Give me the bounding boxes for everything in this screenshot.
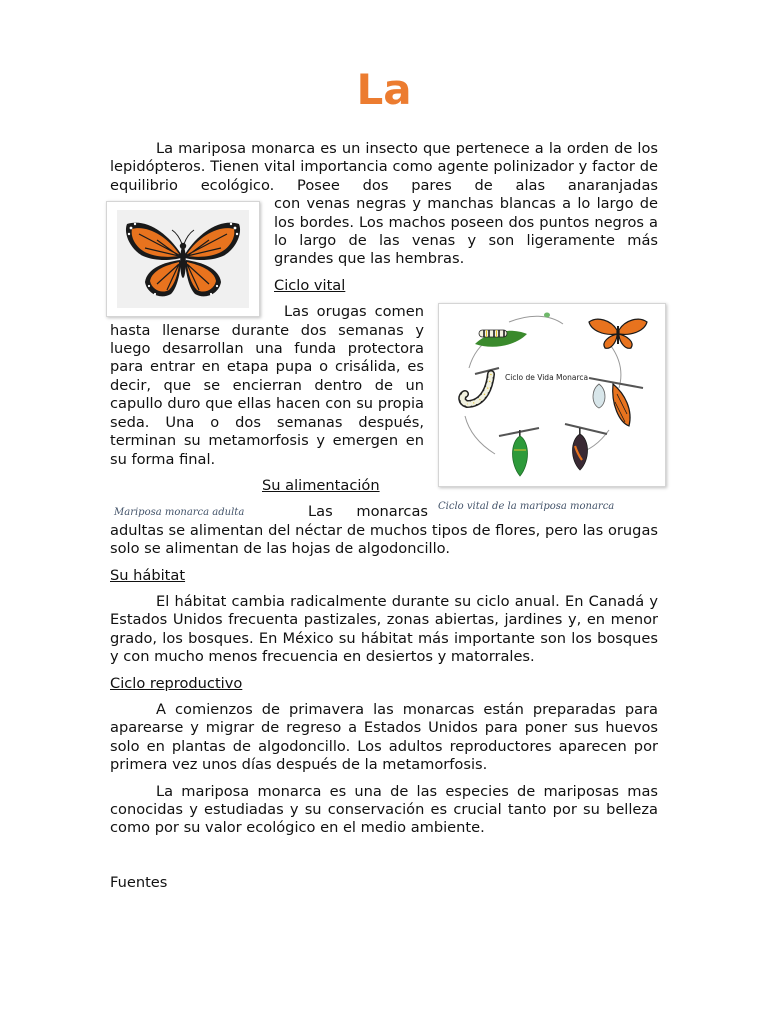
ciclo-vital-text: Las orugas comen hasta llenarse durante dos semanas y luego desarrollan una funda protectora para entrar en etapa pupa o crisálida, es decir, que se encierran dentro de un capullo duro que ellas hacen con su propia seda. Una o dos semanas después, terminan su metamorfosis y emergen en su forma final. — [110, 303, 424, 468]
closing-paragraph: La mariposa monarca es una de las especies de mariposas mas conocidas y estudiadas y su conservación es crucial tanto por su belleza como por su valor ecológico en el medio ambiente. — [110, 782, 658, 837]
habitat-text: El hábitat cambia radicalmente durante su ciclo anual. En Canadá y Estados Unidos frecuenta pastizales, zonas abiertas, jardines y, en menor grado, los bosques. En México su hábitat más importante son los bosques y con mucho menos frecuencia en desiertos y matorrales. — [110, 592, 658, 666]
reproductivo-text: A comienzos de primavera las monarcas están preparadas para aparearse y migrar de regreso a Estados Unidos para poner sus huevos solo en plantas de algodoncillo. Los adultos reproductores aparecen por primera vez unos días después de la metamorfosis. — [110, 700, 658, 774]
heading-alimentacion: Su alimentación — [262, 476, 380, 494]
monarch-butterfly-illustration — [117, 210, 249, 308]
document-body — [110, 140, 658, 892]
life-cycle-figure — [438, 303, 666, 487]
alimentacion-text: Las monarcas adultas se alimentan del néctar de muchos tipos de flores, pero las orugas solo se alimentan de las hojas de algodoncillo. — [110, 503, 658, 558]
butterfly-figure — [106, 201, 260, 317]
figure1-caption: Mariposa monarca adulta — [114, 507, 245, 519]
intro-paragraph-start: La mariposa monarca es un insecto que pertenece a la orden de los lepidópteros. Tienen vital importancia como agente polinizador y factor de equilibrio ecológico. Posee dos pares de alas anaranjadas — [110, 140, 658, 194]
heading-ciclo-vital: Ciclo vital — [274, 276, 346, 294]
intro-paragraph-rest: con venas negras y manchas blancas a lo largo de los bordes. Los machos poseen dos puntos negros a lo largo de las venas y son ligeramente más grandes que las hembras. — [274, 195, 658, 268]
heading-ciclo-reproductivo: Ciclo reproductivo — [110, 674, 243, 692]
page-title: La — [356, 65, 412, 114]
figure2-caption: Ciclo vital de la mariposa monarca — [438, 501, 615, 513]
heading-habitat: Su hábitat — [110, 566, 186, 584]
sources-label: Fuentes — [110, 873, 168, 891]
diagram-label: Ciclo de Vida Monarca — [505, 373, 589, 383]
life-cycle-diagram — [439, 304, 665, 486]
